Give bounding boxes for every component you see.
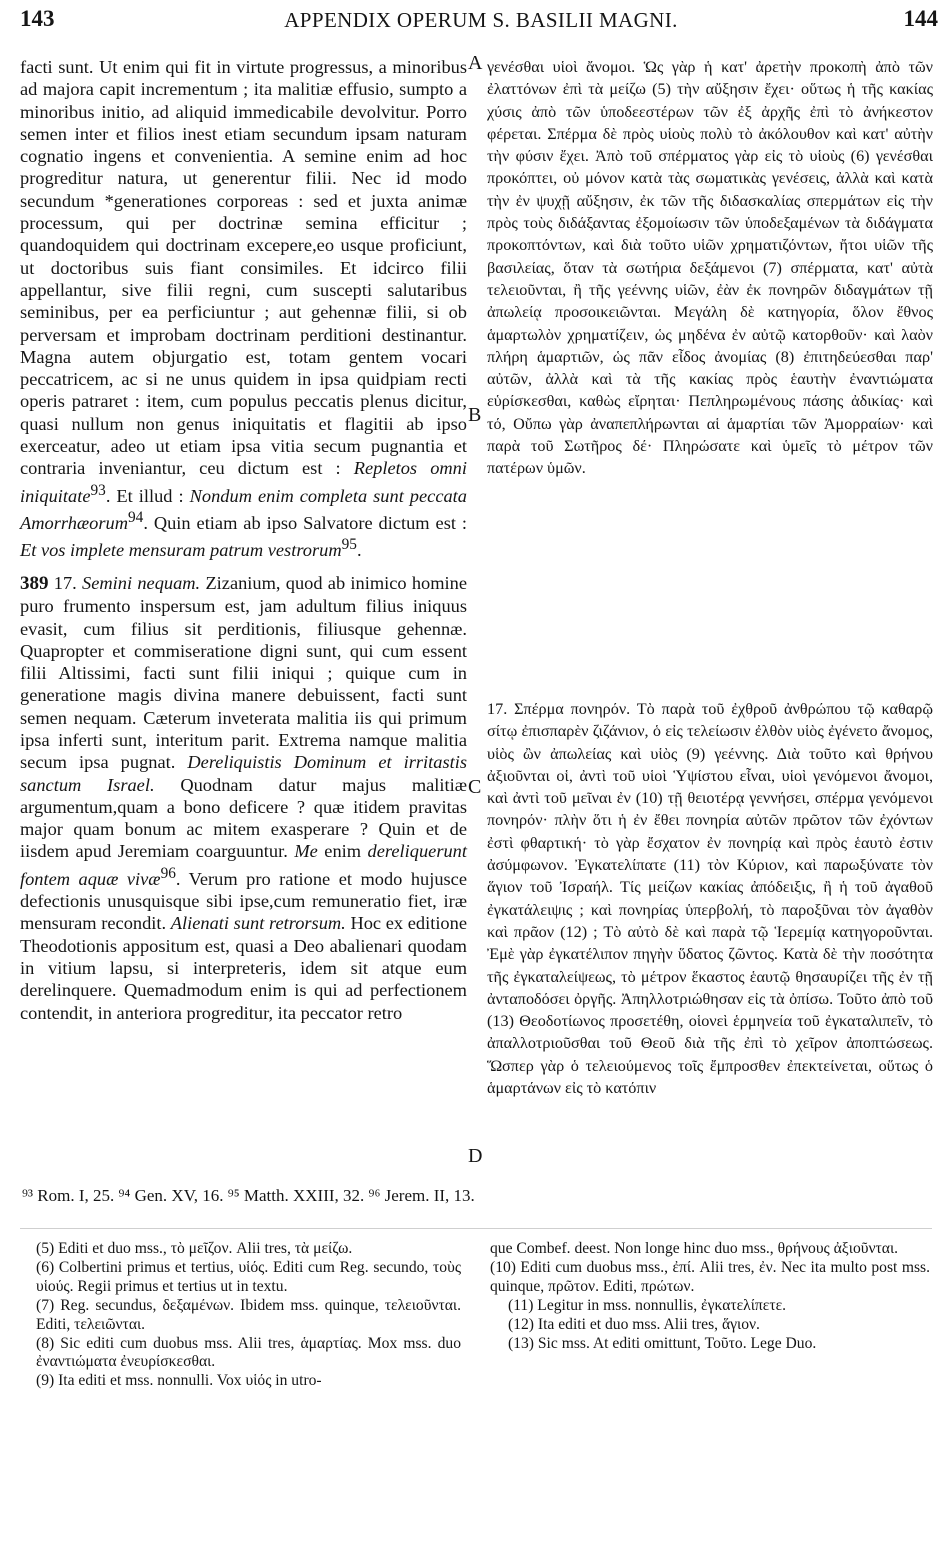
scripture-quote: Repletos omni iniquitate bbox=[20, 458, 467, 506]
latin-paragraph-2 bbox=[20, 572, 467, 1024]
latin-text: Hoc ex editione Theodotionis appositum est, quasi a Deo abalienari quodam in vitium lapsu, si interpreteris, idem sit atque eum derelinquere. Quemadmodum enim is qui ad perfectionem contendit, in anteriora progreditur, ita peccator retro bbox=[20, 913, 467, 1023]
scripture-quote: Me bbox=[294, 841, 318, 862]
page-number-right: 144 bbox=[903, 6, 938, 31]
footnote: (6) Colbertini primus et tertius, υἱός. Editi cum Reg. secundo, τοὺς υἱούς. Regii primus et tertius ut in textu. bbox=[36, 1258, 461, 1295]
latin-text: . bbox=[356, 540, 362, 561]
latin-column bbox=[20, 56, 467, 1024]
footnote: que Combef. deest. Non longe hinc duo mss., θρήνους ἀξιοῦνται. bbox=[490, 1240, 899, 1257]
footnote-divider bbox=[20, 1228, 932, 1229]
latin-text: . Verum pro ratione et modo hujusce defectionis unusquisque sibi ipse,cum remuneratio fiet, iræ mensuram recondit. bbox=[20, 868, 467, 934]
footnote: (13) Sic mss. At editi omittunt, Τοῦτο. Lege Duo. bbox=[508, 1334, 817, 1352]
footnote-ref: 95 bbox=[341, 536, 357, 554]
latin-text: facti sunt. Ut enim qui fit in virtute progressus, a minoribus ad majora capit incrementum ; ita malitiæ effusio, sumpto a minoribus initio, ad aliquid immedicabile devolvitur. Porro semen inter et filios inest etiam secundum ipsam naturam cognatio ingens et convenientia. A semine enim ad hoc progreditur natura, ut generentur filii. Nec id modo secundum *generationes corporeas : sed et juxta animæ processum, qui per doctrinæ semina efficitur ; quandoquidem qui doctrinam excepere,eo usque proficiunt, ut doctoribus suis fiant consimiles. Et idcirco filii appellantur, sive filii regni, cum suscepti salutaribus seminibus, per ea perficiuntur ; aut gehennæ filii, si ob perversam et improbam doctrinam perditioni destinantur. Magna autem objurgatio est, totam gentem vocari peccatricem, ac si ne unus quidem in ipsa quidpiam recti operis patraret : item, cum populus peccatis plenus dicitur, quasi nullum non genus iniquitatis et flagitii ab ipso exerceatur, adeo ut etiam ipsa vitia secum pugnantia et contraria inveniantur, ceu dictum est : bbox=[20, 57, 467, 479]
footnote: (8) Sic editi cum duobus mss. Alii tres, ἁμαρτίας. Mox mss. duo ἐναντιώματα ἐνευρίσκεσθαι. bbox=[36, 1334, 461, 1371]
latin-text: . Quin etiam ab ipso Salvatore dictum est : bbox=[143, 513, 467, 534]
footnote: (5) Editi et duo mss., τὸ μεῖζον. Alii tres, τὰ μείζω. bbox=[36, 1240, 353, 1257]
scripture-quote: dereliquerunt fontem aquæ vivæ bbox=[20, 841, 467, 889]
footnote: (9) Ita editi et mss. nonnulli. Vox υἱός in utro- bbox=[36, 1372, 322, 1390]
margin-letter-b: B bbox=[468, 404, 482, 426]
latin-text: Quodnam datur majus malitiæ argumentum,quam a bono deficere ? quæ itidem pravitas major quam bonum ac mitem exasperare ? Quin et de iisdem apud Jeremiam coarguuntur. bbox=[20, 774, 467, 862]
footnote: (11) Legitur in mss. nonnullis, ἐγκατελίπετε. bbox=[508, 1296, 787, 1314]
scripture-quote: Nondum enim completa sunt peccata Amorrhæorum bbox=[20, 485, 467, 534]
latin-text: Zizanium, quod ab inimico homine puro frumento inspersum est, jam adultum filius iniquus evasit, cum filius sit perditionis, filiusque gehennæ. Quapropter et commiseratione digni sunt, qui cum essent filii Altissimi, facti sunt filii iniqui ; quique cum in generatione magis divina manere debuissent, facti sunt semen nequam. Cæterum inveterata malitia iis qui primum ipsa inferti sunt, interitum parit. Extrema namque malitia secum ipsa pugnat. bbox=[20, 572, 468, 773]
latin-text: enim bbox=[324, 841, 362, 862]
greek-column bbox=[487, 56, 933, 1099]
scripture-quote: Alienati sunt retrorsum. bbox=[170, 913, 346, 934]
margin-letter-c: C bbox=[468, 776, 482, 798]
scripture-quote: Et vos implete mensuram patrum vestrorum bbox=[20, 540, 342, 561]
section-number: 17. bbox=[53, 572, 77, 593]
margin-letter-d: D bbox=[468, 1145, 483, 1167]
column-number: 389 bbox=[20, 572, 49, 594]
footnotes-left bbox=[36, 1240, 461, 1391]
greek-paragraph-1: γενέσθαι υἱοὶ ἄνομοι. Ὡς γὰρ ἡ κατ' ἀρετὴν προκοπὴ ἀπὸ τῶν ἐλαττόνων ἐπὶ τὰ μείζω (5) τὴν αὔξησιν ἔχει· οὕτως ἡ τῆς κακίας χύσις ἀπὸ τῶν ὑποδεεστέρων τῶν ἐξ ἀρχῆς ἐπὶ τὸ ἀνήκεστον φέρεται. Σπέρμα δὲ πρὸς υἱοὺς πολὺ τὸ ἀκόλουθον καὶ κατ' αὐτὴν τὴν φύσιν ἔχει. Ἀπὸ τοῦ σπέρματος γὰρ εἰς τὸ υἱοὺς (6) γενέσθαι προκόπτει, οὐ μόνον κατὰ τὰς σωματικὰς γενέσεις, ἀλλὰ καὶ κατὰ τὴν ἐν ψυχῇ αὔξησιν, ἐκ τῶν τῆς διδασκαλίας σπερμάτων εἰς τὴν πρὸς τοὺς διδάξαντας ἐξομοίωσιν τῶν ὑποδεξαμένων τὰ διδάγματα προκοπτόντων, καὶ διὰ τοῦτο υἱῶν χρηματιζόντων, ἤτοι υἱῶν τῆς βασιλείας, ὅταν τὰ σωτήρια δεξάμενοι (7) σπέρματα, κατ' αὐτὰ τελειοῦνται, ἢ τῆς γεέννης υἱῶν, ἐὰν ἐκ πονηρῶν διδαγμάτων τῇ ἀπωλείᾳ προσοικειῶνται. Μεγάλη δὲ κατηγορία, ὅλον ἔθνος ἁμαρτωλὸν χρηματίζειν, ὡς μηδένα ἐν αὐτῷ κατορθοῦν· καὶ λαὸν πλήρη ἁμαρτιῶν, ὡς πᾶν εἶδος ἀνομίας (8) ἐπιτηδεύεσθαι παρ' αὐτῶν, ἀλλὰ καὶ τὰ τῆς κακίας πρὸς ἑαυτὴν ἐναντιώματα εὑρίσκεσθαι, καθὼς εἴρηται· Πεπληρωμένους πάσης ἀδικίας· καὶ τό, Οὔπω γὰρ ἀναπεπλήρωνται αἱ ἁμαρτίαι τῶν Ἀμορραίων· καὶ παρὰ τοῦ Σωτῆρος δέ· Πληρώσατε καὶ ὑμεῖς τὸ μέτρον τῶν πατέρων ὑμῶν. bbox=[487, 58, 933, 478]
latin-text: . Et illud : bbox=[105, 485, 184, 506]
scripture-references: ⁹³ Rom. I, 25. ⁹⁴ Gen. XV, 16. ⁹⁵ Matth. XXIII, 32. ⁹⁶ Jerem. II, 13. bbox=[22, 1186, 475, 1205]
lemma: Semini nequam. bbox=[82, 572, 201, 593]
footnote: (10) Editi cum duobus mss., ἐπί. Alii tres, ἐν. Nec ita multo post mss. quinque, πρῶτον. Editi, πρώτων. bbox=[490, 1258, 930, 1295]
footnote-ref: 93 bbox=[90, 481, 106, 499]
footnote: (12) Ita editi et duo mss. Alii tres, ἅγιον. bbox=[508, 1315, 760, 1333]
latin-paragraph-1 bbox=[20, 56, 467, 562]
page-number-left: 143 bbox=[20, 6, 55, 31]
footnote-ref: 96 bbox=[160, 864, 176, 882]
scripture-quote: Dereliquistis Dominum et irritastis sanctum Israel. bbox=[20, 752, 467, 795]
footnote: (7) Reg. secundus, δεξαμένων. Ibidem mss. quinque, τελειοῦνται. Editi, τελειῶνται. bbox=[36, 1296, 461, 1333]
page-title: APPENDIX OPERUM S. BASILII MAGNI. bbox=[284, 8, 678, 32]
margin-letter-a: A bbox=[468, 52, 483, 74]
footnotes-right bbox=[490, 1240, 930, 1353]
footnote-ref: 94 bbox=[127, 509, 144, 527]
running-header bbox=[20, 6, 942, 40]
greek-paragraph-2: 17. Σπέρμα πονηρόν. Τὸ παρὰ τοῦ ἐχθροῦ ἀνθρώπου τῷ καθαρῷ σίτῳ ἐπισπαρὲν ζιζάνιον, ὁ εἰς τελείωσιν ἐλθὸν υἱὸς ἐγένετο ἄνομος, υἱὸς ὢν ἀπωλείας καὶ υἱὸς (9) γεέννης. Διὰ τοῦτο καὶ θρήνου ἀξιοῦνται οἱ, ἀντὶ τοῦ υἱοὶ Ὑψίστου εἶναι, υἱοὶ γενόμενοι ἄνομοι, καὶ ἀντὶ τοῦ μεῖναι ἐν (10) τῇ θειοτέρᾳ γεννήσει, σπέρμα γενόμενοι πονηρόν· πλὴν ὅτι ἡ ἐν ἔθει πονηρία αὐτῶν πρῶτον τῶν ἐχόντων ἐστὶ φθαρτική· τὸ γὰρ ἔσχατον ἐν πονηρίᾳ καὶ πρὸς ἑαυτὸ ἐστιν ἀσύμφωνον. Ἐγκατελίπατε (11) τὸν Κύριον, καὶ παρωξύνατε τὸν ἅγιον τοῦ Ἰσραήλ. Τίς μείζων κακίας ἀπόδειξις, ἢ ἡ τοῦ ἀγαθοῦ ἐγκατάλειψις ; καὶ πονηρίας ὑπερβολή, τὸ παροξῦναι τὸν ἀγαθὸν καὶ πρᾶον (12) ; Τὸ αὐτὸ δὲ καὶ παρὰ τῷ Ἱερεμίᾳ κατηγοροῦνται. Ἐμὲ γὰρ ἐγκατέλιπον πηγὴν ὕδατος ζῶντος. Κατὰ δὲ τὴν ποσότητα τῆς ἐγκαταλείψεως, τὸ μέτρον ἕκαστος ἑαυτῷ θησαυρίζει τῆς ἐν τῇ ἀνταποδόσει ὀργῆς. Ἀπηλλοτριώθησαν εἰς τὰ ὀπίσω. Τοῦτο ἀπὸ τοῦ (13) Θεοδοτίωνος προσετέθη, οἱονεὶ ἑρμηνεία τοῦ ἐγκαταλιπεῖν, τὸ ἀπαλλοτριοῦσθαι τοῦ Θεοῦ διὰ τῆς ἐπὶ τὸ χεῖρον ἀποπτώσεως. Ὥσπερ γὰρ ὁ τελειούμενος τοῖς ἔμπροσθεν ἐπεκτείνεται, οὕτως ὁ ἁμαρτάνων εἰς τὸ κατόπιν bbox=[487, 700, 933, 1098]
